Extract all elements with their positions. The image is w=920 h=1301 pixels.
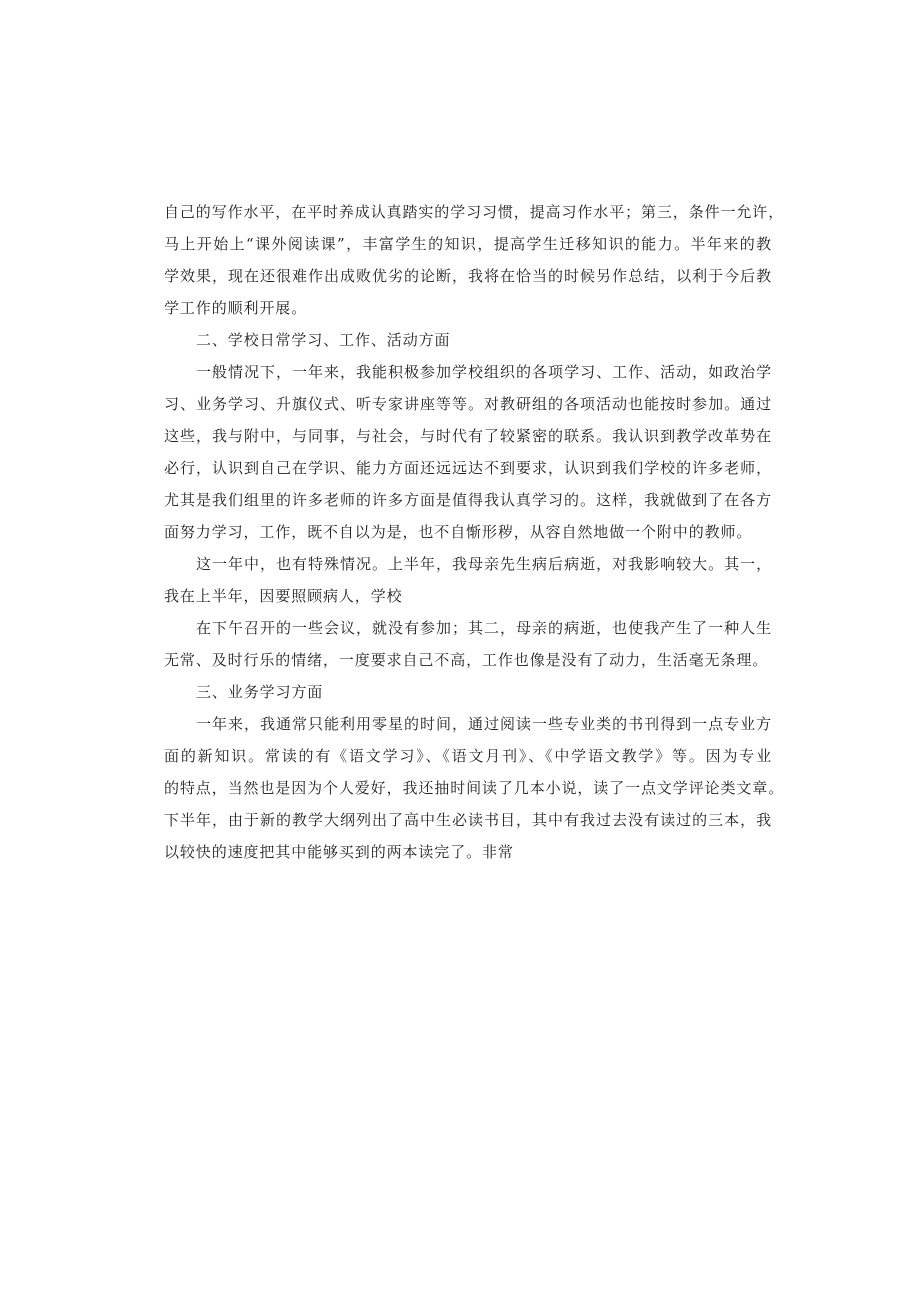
- text-line: 学工作的顺利开展。: [164, 299, 308, 317]
- text-line: 尤其是我们组里的许多老师的许多方面是值得我认真学习的。这样，我就做到了在各方: [164, 491, 772, 509]
- text-line: 习、业务学习、升旗仪式、听专家讲座等等。对教研组的各项活动也能按时参加。通过: [164, 395, 772, 413]
- text-line: 一般情况下，一年来，我能积极参加学校组织的各项学习、工作、活动，如政治学: [196, 363, 772, 381]
- text-line: 面努力学习，工作，既不自以为是，也不自惭形秽，从容自然地做一个附中的教师。: [164, 523, 753, 541]
- text-line: 三、业务学习方面: [196, 683, 324, 701]
- text-line: 无常、及时行乐的情绪，一度要求自己不高，工作也像是没有了动力，生活毫无条理。: [164, 651, 769, 669]
- text-line: 下半年，由于新的教学大纲列出了高中生必读书目，其中有我过去没有读过的三本，我: [164, 811, 772, 829]
- text-line: 以较快的速度把其中能够买到的两本读完了。非常: [164, 843, 514, 861]
- text-line: 必行，认识到自己在学识、能力方面还远远达不到要求，认识到我们学校的许多老师，: [164, 459, 772, 477]
- text-line: 学效果，现在还很难作出成败优劣的论断，我将在恰当的时候另作总结，以利于今后教: [164, 267, 772, 285]
- text-line: 这些，我与附中，与同事，与社会，与时代有了较紧密的联系。我认识到教学改革势在: [164, 427, 772, 445]
- text-line: 自己的写作水平，在平时养成认真踏实的学习习惯，提高习作水平；第三，条件一允许，: [164, 203, 785, 221]
- text-line: 一年来，我通常只能利用零星的时间，通过阅读一些专业类的书刊得到一点专业方: [196, 715, 772, 733]
- text-line: 二、学校日常学习、工作、活动方面: [196, 331, 451, 349]
- document-body: [164, 196, 785, 868]
- text-line: 马上开始上“课外阅读课”，丰富学生的知识，提高学生迁移知识的能力。半年来的教: [164, 235, 772, 253]
- text-line: 的特点，当然也是因为个人爱好，我还抽时间读了几本小说，读了一点文学评论类文章。: [164, 779, 785, 797]
- text-line: 在下午召开的一些会议，就没有参加；其二，母亲的病逝，也使我产生了一种人生: [196, 619, 772, 637]
- text-line: 这一年中，也有特殊情况。上半年，我母亲先生病后病逝，对我影响较大。其一，: [196, 555, 772, 573]
- text-line: 面的新知识。常读的有《语文学习》、《语文月刊》、《中学语文教学》等。因为专业: [164, 747, 772, 765]
- text-line: 我在上半年，因要照顾病人，学校: [164, 587, 403, 605]
